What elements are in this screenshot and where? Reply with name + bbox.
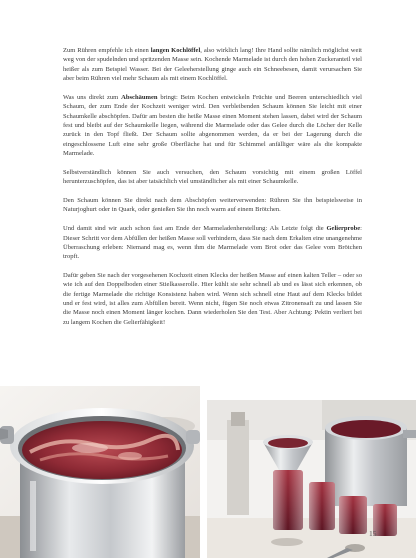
jars-illustration — [207, 400, 416, 558]
body-text — [63, 46, 362, 337]
paragraph — [63, 168, 362, 187]
paragraph — [63, 271, 362, 327]
bold-term: Abschäumen — [121, 93, 158, 101]
photo-cooking-pot — [0, 386, 200, 558]
page-number: 15 — [369, 529, 377, 538]
paragraph — [63, 196, 362, 215]
text-run: Den Schaum können Sie direkt nach dem Abschöpfen weiterverwenden: Rühren Sie ihn beispielsweise in Naturjoghurt oder in Quark, oder genießen Sie ihn noch warm auf einem Brötchen. — [63, 196, 362, 214]
pot-illustration — [0, 386, 200, 558]
text-run: bringt: Beim Kochen entwickeln Früchte und Beeren unterschiedlich viel Schaum, der zum Ende der Kochzeit weniger wird. Den verbleibenden Schaum können Sie leicht mit einer Schaumkelle abschöpfen. Dafür am besten die heiße Masse einen Moment stehen lassen, dabei wird der Schaum fest und bleibt auf der Schaumkelle liegen, während die Marmelade oder das Gelee durch die Löcher der Kelle zurück in den Topf fließt. Der Schaum sollte abgenommen werden, da er bei der Lagerung durch die eingeschlossene Luft eine sehr große Oberfläche hat und für Schimmel anfälliger wäre als die kompakte Marmelade. — [63, 93, 362, 157]
text-run: Und damit sind wir auch schon fast am Ende der Marmeladenherstellung: Als Letzte folgt die — [63, 225, 327, 233]
bold-term: Gelierprobe — [326, 225, 361, 233]
text-run: , also wirklich lang! Ihre Hand sollte nämlich möglichst weit weg von der spudelnden und spritzenden Masse sein. Kochende Marmelade ist durch den hohen Zuckeranteil viel heißer als zum Beispiel Wasser. Bei der Geleeherstellung ginge auch ein Schneebesen, damit verursachen Sie aber beim Rühren viel mehr Schaum als mit einem Kochlöffel. — [63, 47, 362, 83]
paragraph — [63, 93, 362, 158]
paragraph — [63, 46, 362, 83]
text-run: Zum Rühren empfehle ich einen — [63, 47, 151, 54]
bold-term: langen Kochlöffel — [150, 47, 201, 54]
photo-funnel-and-jars — [207, 400, 416, 558]
text-run: Was uns direkt zum — [63, 93, 122, 101]
text-run: Selbstverständlich können Sie auch versuchen, den Schaum vorsichtig mit einem großen Löffel herunterzuschöpfen, das ist aber tatsächlich viel umständlicher als mit einer Schaumkelle. — [63, 168, 362, 186]
paragraph — [63, 224, 362, 261]
text-run: : Dieser Schritt vor dem Abfüllen der heißen Masse soll verhindern, dass Sie nach dem Erkalten eine unangenehme Überraschung erleben: Niemand mag es, wenn ihm die Marmelade vom Brot oder das Gelee vom Brötchen tropft. — [63, 225, 362, 261]
text-run: Dafür geben Sie nach der vorgesehenen Kochzeit einen Klecks der heißen Masse auf einen kalten Teller – oder so wie ich auf den Doppelboden einer Stielkasserolle. Hier kühlt sie sehr schnell ab und es lässt sich erkennen, ob die fertige Marmelade die richtige Konsistenz haben wird. Wenn sich schnell eine Haut auf dem Klecks bildet und er fest wird, ist alles zum Abfüllen bereit. Wenn nicht, fügen Sie noch etwas Zitronensaft zu und lassen Sie die Masse noch einen Moment länger kochen. Dann wiederholen Sie den Test. Aber Achtung: Pektin verliert bei zu langem Kochen die Gelierfähigkeit! — [63, 272, 362, 326]
